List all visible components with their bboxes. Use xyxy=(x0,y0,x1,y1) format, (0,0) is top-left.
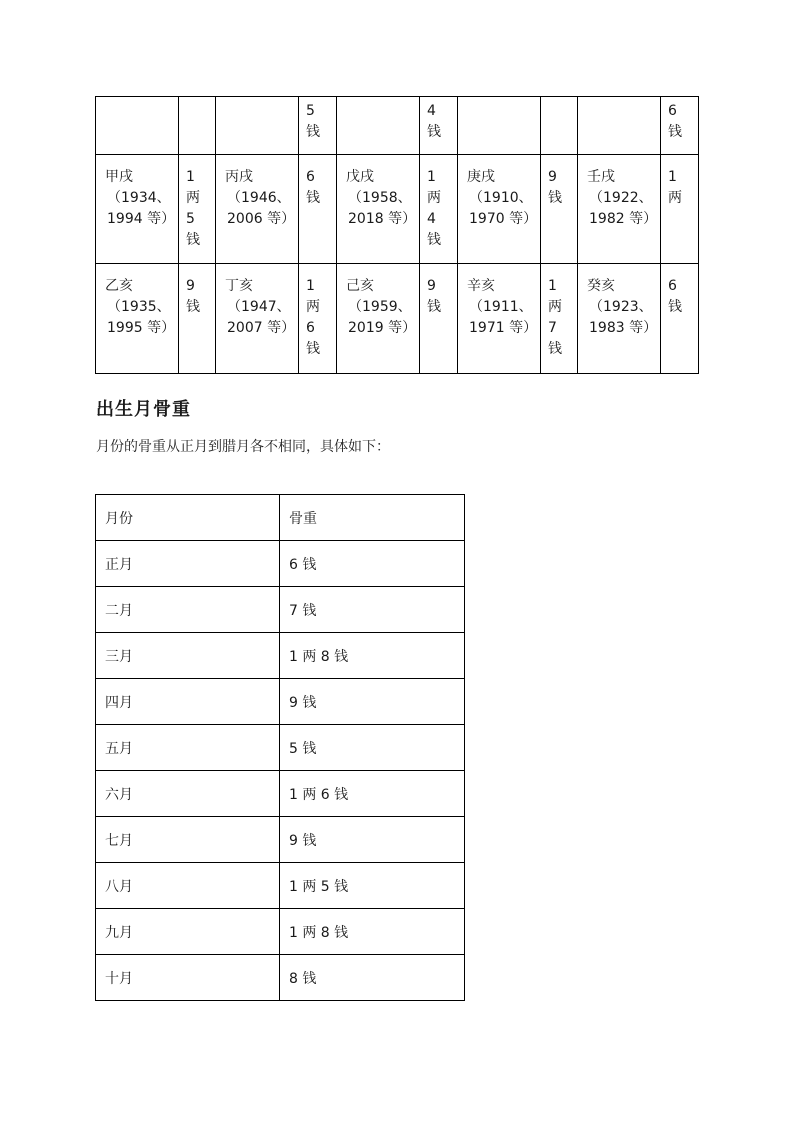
stem-branch-cell xyxy=(96,264,179,374)
year-bone-weight-table xyxy=(95,96,699,374)
table-row xyxy=(96,725,465,771)
table-row xyxy=(96,264,699,374)
month-cell: 正月 xyxy=(96,541,280,587)
month-bone-weight-table xyxy=(95,494,465,1001)
month-cell: 九月 xyxy=(96,909,280,955)
bone-weight-cell xyxy=(420,155,458,264)
bone-weight-cell xyxy=(299,264,337,374)
table-row xyxy=(96,155,699,264)
stem-branch-cell xyxy=(96,97,179,155)
bone-weight-cell xyxy=(541,264,578,374)
weight-cell: 5 钱 xyxy=(280,725,465,771)
bone-weight-value: 9钱 xyxy=(186,278,200,315)
weight-cell: 1 两 8 钱 xyxy=(280,633,465,679)
bone-weight-cell xyxy=(179,97,216,155)
table-row xyxy=(96,771,465,817)
bone-weight-cell xyxy=(420,264,458,374)
weight-cell: 9 钱 xyxy=(280,817,465,863)
bone-weight-cell xyxy=(420,97,458,155)
stem-branch-name: 癸亥 xyxy=(587,278,615,294)
bone-weight-cell xyxy=(299,155,337,264)
bone-weight-value: 1两 xyxy=(668,169,682,206)
weight-cell: 1 两 5 钱 xyxy=(280,863,465,909)
year-list: （1946、2006 等） xyxy=(227,190,296,227)
table-row xyxy=(96,97,699,155)
bone-weight-cell xyxy=(299,97,337,155)
stem-branch-cell xyxy=(216,97,299,155)
month-cell: 三月 xyxy=(96,633,280,679)
table-header-row xyxy=(96,495,465,541)
weight-cell: 8 钱 xyxy=(280,955,465,1001)
year-list: （1910、1970 等） xyxy=(469,190,538,227)
month-cell: 二月 xyxy=(96,587,280,633)
table-row xyxy=(96,679,465,725)
stem-branch-cell xyxy=(578,155,661,264)
bone-weight-value: 9钱 xyxy=(548,169,562,206)
table-row xyxy=(96,817,465,863)
bone-weight-value: 1两7钱 xyxy=(548,278,562,357)
weight-cell: 9 钱 xyxy=(280,679,465,725)
stem-branch-cell xyxy=(337,155,420,264)
table-row xyxy=(96,955,465,1001)
bone-weight-value: 6钱 xyxy=(306,169,320,206)
stem-branch-name: 甲戌 xyxy=(105,169,133,185)
stem-branch-name: 辛亥 xyxy=(467,278,495,294)
stem-branch-name: 乙亥 xyxy=(105,278,133,294)
month-cell: 六月 xyxy=(96,771,280,817)
month-cell: 八月 xyxy=(96,863,280,909)
month-cell: 七月 xyxy=(96,817,280,863)
stem-branch-cell xyxy=(216,264,299,374)
stem-branch-cell xyxy=(458,264,541,374)
table-row xyxy=(96,633,465,679)
table-row xyxy=(96,587,465,633)
year-list: （1947、2007 等） xyxy=(227,299,296,336)
stem-branch-cell xyxy=(337,264,420,374)
bone-weight-cell xyxy=(541,97,578,155)
stem-branch-cell xyxy=(458,155,541,264)
stem-branch-cell xyxy=(337,97,420,155)
stem-branch-cell xyxy=(578,264,661,374)
year-list: （1923、1983 等） xyxy=(589,299,658,336)
stem-branch-name: 庚戌 xyxy=(467,169,495,185)
header-month: 月份 xyxy=(96,495,280,541)
bone-weight-cell xyxy=(661,97,699,155)
month-cell: 五月 xyxy=(96,725,280,771)
year-list: （1958、2018 等） xyxy=(348,190,417,227)
bone-weight-value: 1两6钱 xyxy=(306,278,320,357)
bone-weight-value: 1两5钱 xyxy=(186,169,200,248)
header-weight: 骨重 xyxy=(280,495,465,541)
weight-cell: 1 两 8 钱 xyxy=(280,909,465,955)
bone-weight-cell xyxy=(179,155,216,264)
bone-weight-value: 6钱 xyxy=(668,103,682,140)
table-row xyxy=(96,541,465,587)
bone-weight-value: 5钱 xyxy=(306,103,320,140)
section-description: 月份的骨重从正月到腊月各不相同，具体如下： xyxy=(96,439,390,455)
stem-branch-name: 丙戌 xyxy=(225,169,253,185)
weight-cell: 7 钱 xyxy=(280,587,465,633)
stem-branch-name: 丁亥 xyxy=(225,278,253,294)
stem-branch-name: 己亥 xyxy=(346,278,374,294)
bone-weight-cell xyxy=(661,155,699,264)
bone-weight-value: 9钱 xyxy=(427,278,441,315)
bone-weight-cell xyxy=(661,264,699,374)
stem-branch-cell xyxy=(458,97,541,155)
table-row xyxy=(96,909,465,955)
bone-weight-value: 4钱 xyxy=(427,103,441,140)
bone-weight-value: 6钱 xyxy=(668,278,682,315)
table-row xyxy=(96,863,465,909)
section-title: 出生月骨重 xyxy=(96,399,191,420)
stem-branch-cell xyxy=(578,97,661,155)
year-list: （1935、1995 等） xyxy=(107,299,176,336)
stem-branch-cell xyxy=(96,155,179,264)
bone-weight-cell xyxy=(179,264,216,374)
month-cell: 十月 xyxy=(96,955,280,1001)
stem-branch-cell xyxy=(216,155,299,264)
weight-cell: 6 钱 xyxy=(280,541,465,587)
bone-weight-value: 1两4钱 xyxy=(427,169,441,248)
stem-branch-name: 戊戌 xyxy=(346,169,374,185)
weight-cell: 1 两 6 钱 xyxy=(280,771,465,817)
year-list: （1959、2019 等） xyxy=(348,299,417,336)
year-list: （1922、1982 等） xyxy=(589,190,658,227)
month-cell: 四月 xyxy=(96,679,280,725)
stem-branch-name: 壬戌 xyxy=(587,169,615,185)
year-list: （1934、1994 等） xyxy=(107,190,176,227)
bone-weight-cell xyxy=(541,155,578,264)
year-list: （1911、1971 等） xyxy=(469,299,538,336)
